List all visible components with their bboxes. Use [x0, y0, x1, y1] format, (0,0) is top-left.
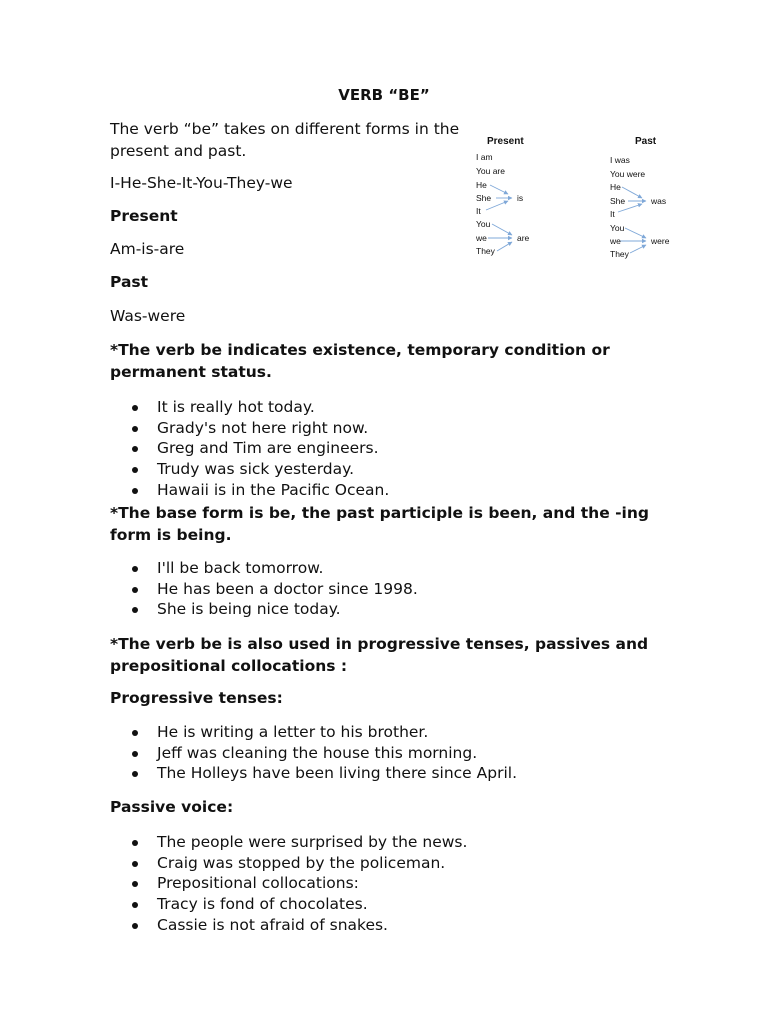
figure-present-pronoun: I am — [476, 152, 493, 162]
figure-present-heading: Present — [487, 136, 524, 147]
list-item: He has been a doctor since 1998. — [110, 579, 418, 600]
example-list-base-form — [110, 558, 418, 620]
figure-present-pronoun: She — [476, 193, 492, 203]
figure-past-pronoun: He — [610, 182, 621, 192]
figure-past-pronoun: She — [610, 196, 626, 206]
figure-past-pronoun: You — [610, 223, 625, 233]
figure-past-pronoun: You were — [610, 169, 646, 179]
list-item: Hawaii is in the Pacific Ocean. — [110, 480, 389, 501]
figure-past-heading: Past — [635, 136, 657, 147]
figure-present-pronoun: we — [476, 233, 487, 243]
present-forms: Am-is-are — [110, 240, 185, 258]
example-list-existence — [110, 397, 389, 500]
list-item: Craig was stopped by the policeman. — [110, 853, 467, 874]
list-item: Tracy is fond of chocolates. — [110, 894, 467, 915]
list-item: Prepositional collocations: — [110, 873, 467, 894]
list-item: Jeff was cleaning the house this morning. — [110, 743, 517, 764]
example-list-passive — [110, 832, 467, 935]
past-heading: Past — [110, 273, 149, 291]
figure-past-pronoun: They — [610, 249, 629, 259]
figure-past-pronoun: It — [610, 209, 615, 219]
figure-past-form: were — [651, 236, 670, 246]
list-item: Grady's not here right now. — [110, 418, 389, 439]
note-progressive: *The verb be is also used in progressive tenses, passives and prepositional collocations : — [110, 635, 649, 675]
list-item: I'll be back tomorrow. — [110, 558, 418, 579]
note-base-form: *The base form is be, the past participle is been, and the -ing form is being. — [110, 504, 649, 544]
list-item: It is really hot today. — [110, 397, 389, 418]
figure-present-form: are — [517, 233, 530, 243]
example-list-progressive — [110, 722, 517, 784]
list-item: Greg and Tim are engineers. — [110, 438, 389, 459]
figure-present-pronoun: You are — [476, 166, 505, 176]
list-item: The Holleys have been living there since April. — [110, 763, 517, 784]
page-title: VERB “BE” — [338, 86, 430, 104]
conjugation-figure — [470, 132, 685, 262]
list-item: He is writing a letter to his brother. — [110, 722, 517, 743]
list-item: She is being nice today. — [110, 599, 418, 620]
list-item: The people were surprised by the news. — [110, 832, 467, 853]
figure-present-pronoun: He — [476, 180, 487, 190]
present-heading: Present — [110, 207, 178, 225]
figure-past-form: was — [651, 196, 667, 206]
figure-present-form: is — [517, 193, 524, 203]
past-forms: Was-were — [110, 307, 186, 325]
figure-present-pronoun: You — [476, 219, 491, 229]
figure-present-pronoun: It — [476, 206, 481, 216]
progressive-heading: Progressive tenses: — [110, 689, 283, 707]
intro-text: The verb “be” takes on different forms in the present and past. — [110, 120, 460, 160]
pronoun-list: I-He-She-It-You-They-we — [110, 174, 293, 192]
note-existence: *The verb be indicates existence, temporary condition or permanent status. — [110, 341, 610, 381]
passive-heading: Passive voice: — [110, 798, 234, 816]
figure-past-pronoun: we — [610, 236, 621, 246]
figure-past-pronoun: I was — [610, 155, 630, 165]
list-item: Cassie is not afraid of snakes. — [110, 915, 467, 936]
figure-present-pronoun: They — [476, 246, 495, 256]
list-item: Trudy was sick yesterday. — [110, 459, 389, 480]
